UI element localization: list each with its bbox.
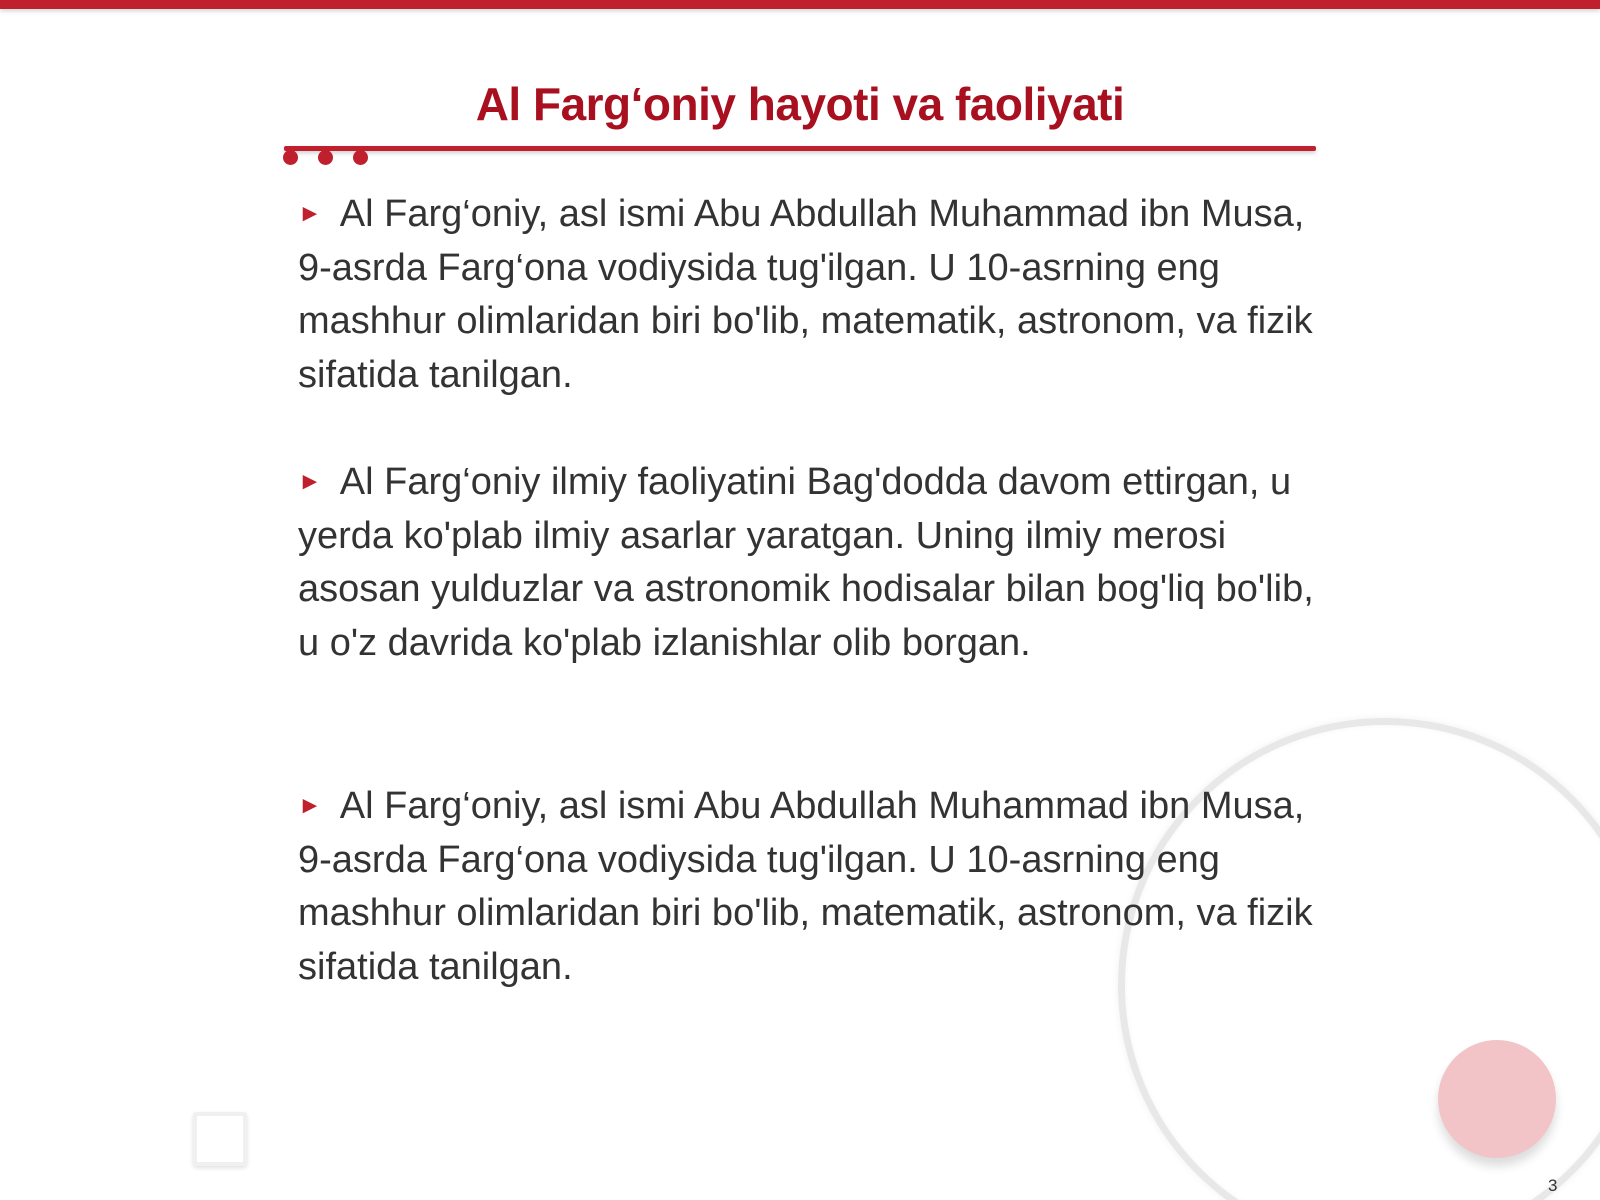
decorative-dot <box>318 150 333 165</box>
bullet-arrow-icon: ► <box>298 468 322 495</box>
decorative-dot <box>353 150 368 165</box>
slide-title: Al Farg‘oniy hayoti va faoliyati <box>475 78 1125 130</box>
top-accent-bar <box>0 0 1600 9</box>
bullet-arrow-icon: ► <box>298 200 322 227</box>
bullet-text: Al Farg‘oniy ilmiy faoliyatini Bag'dodda davom ettirgan, u yerda ko'plab ilmiy asarlar yaratgan. Uning ilmiy merosi asosan yulduzlar va astronomik hodisalar bilan bog'liq bo'lib, u o'z davrida ko'plab izlanishlar olib borgan. <box>298 461 1314 664</box>
decorative-square <box>193 1112 247 1166</box>
title-underline <box>284 146 1316 151</box>
bullet-paragraph <box>298 455 1318 670</box>
bullet-arrow-icon: ► <box>298 792 322 819</box>
decorative-dot <box>283 150 298 165</box>
page-number: 3 <box>1548 1176 1558 1195</box>
bullet-text: Al Farg‘oniy, asl ismi Abu Abdullah Muhammad ibn Musa, 9-asrda Farg‘ona vodiysida tug'ilgan. U 10-asrning eng mashhur olimlaridan biri bo'lib, matematik, astronom, va fizik sifatida tanilgan. <box>298 785 1313 988</box>
bullet-text: Al Farg‘oniy, asl ismi Abu Abdullah Muhammad ibn Musa, 9-asrda Farg‘ona vodiysida tug'ilgan. U 10-asrning eng mashhur olimlaridan biri bo'lib, matematik, astronom, va fizik sifatida tanilgan. <box>298 193 1313 396</box>
bullet-paragraph <box>298 187 1318 402</box>
decorative-bubble <box>1438 1040 1556 1158</box>
bullet-paragraph <box>298 779 1318 994</box>
